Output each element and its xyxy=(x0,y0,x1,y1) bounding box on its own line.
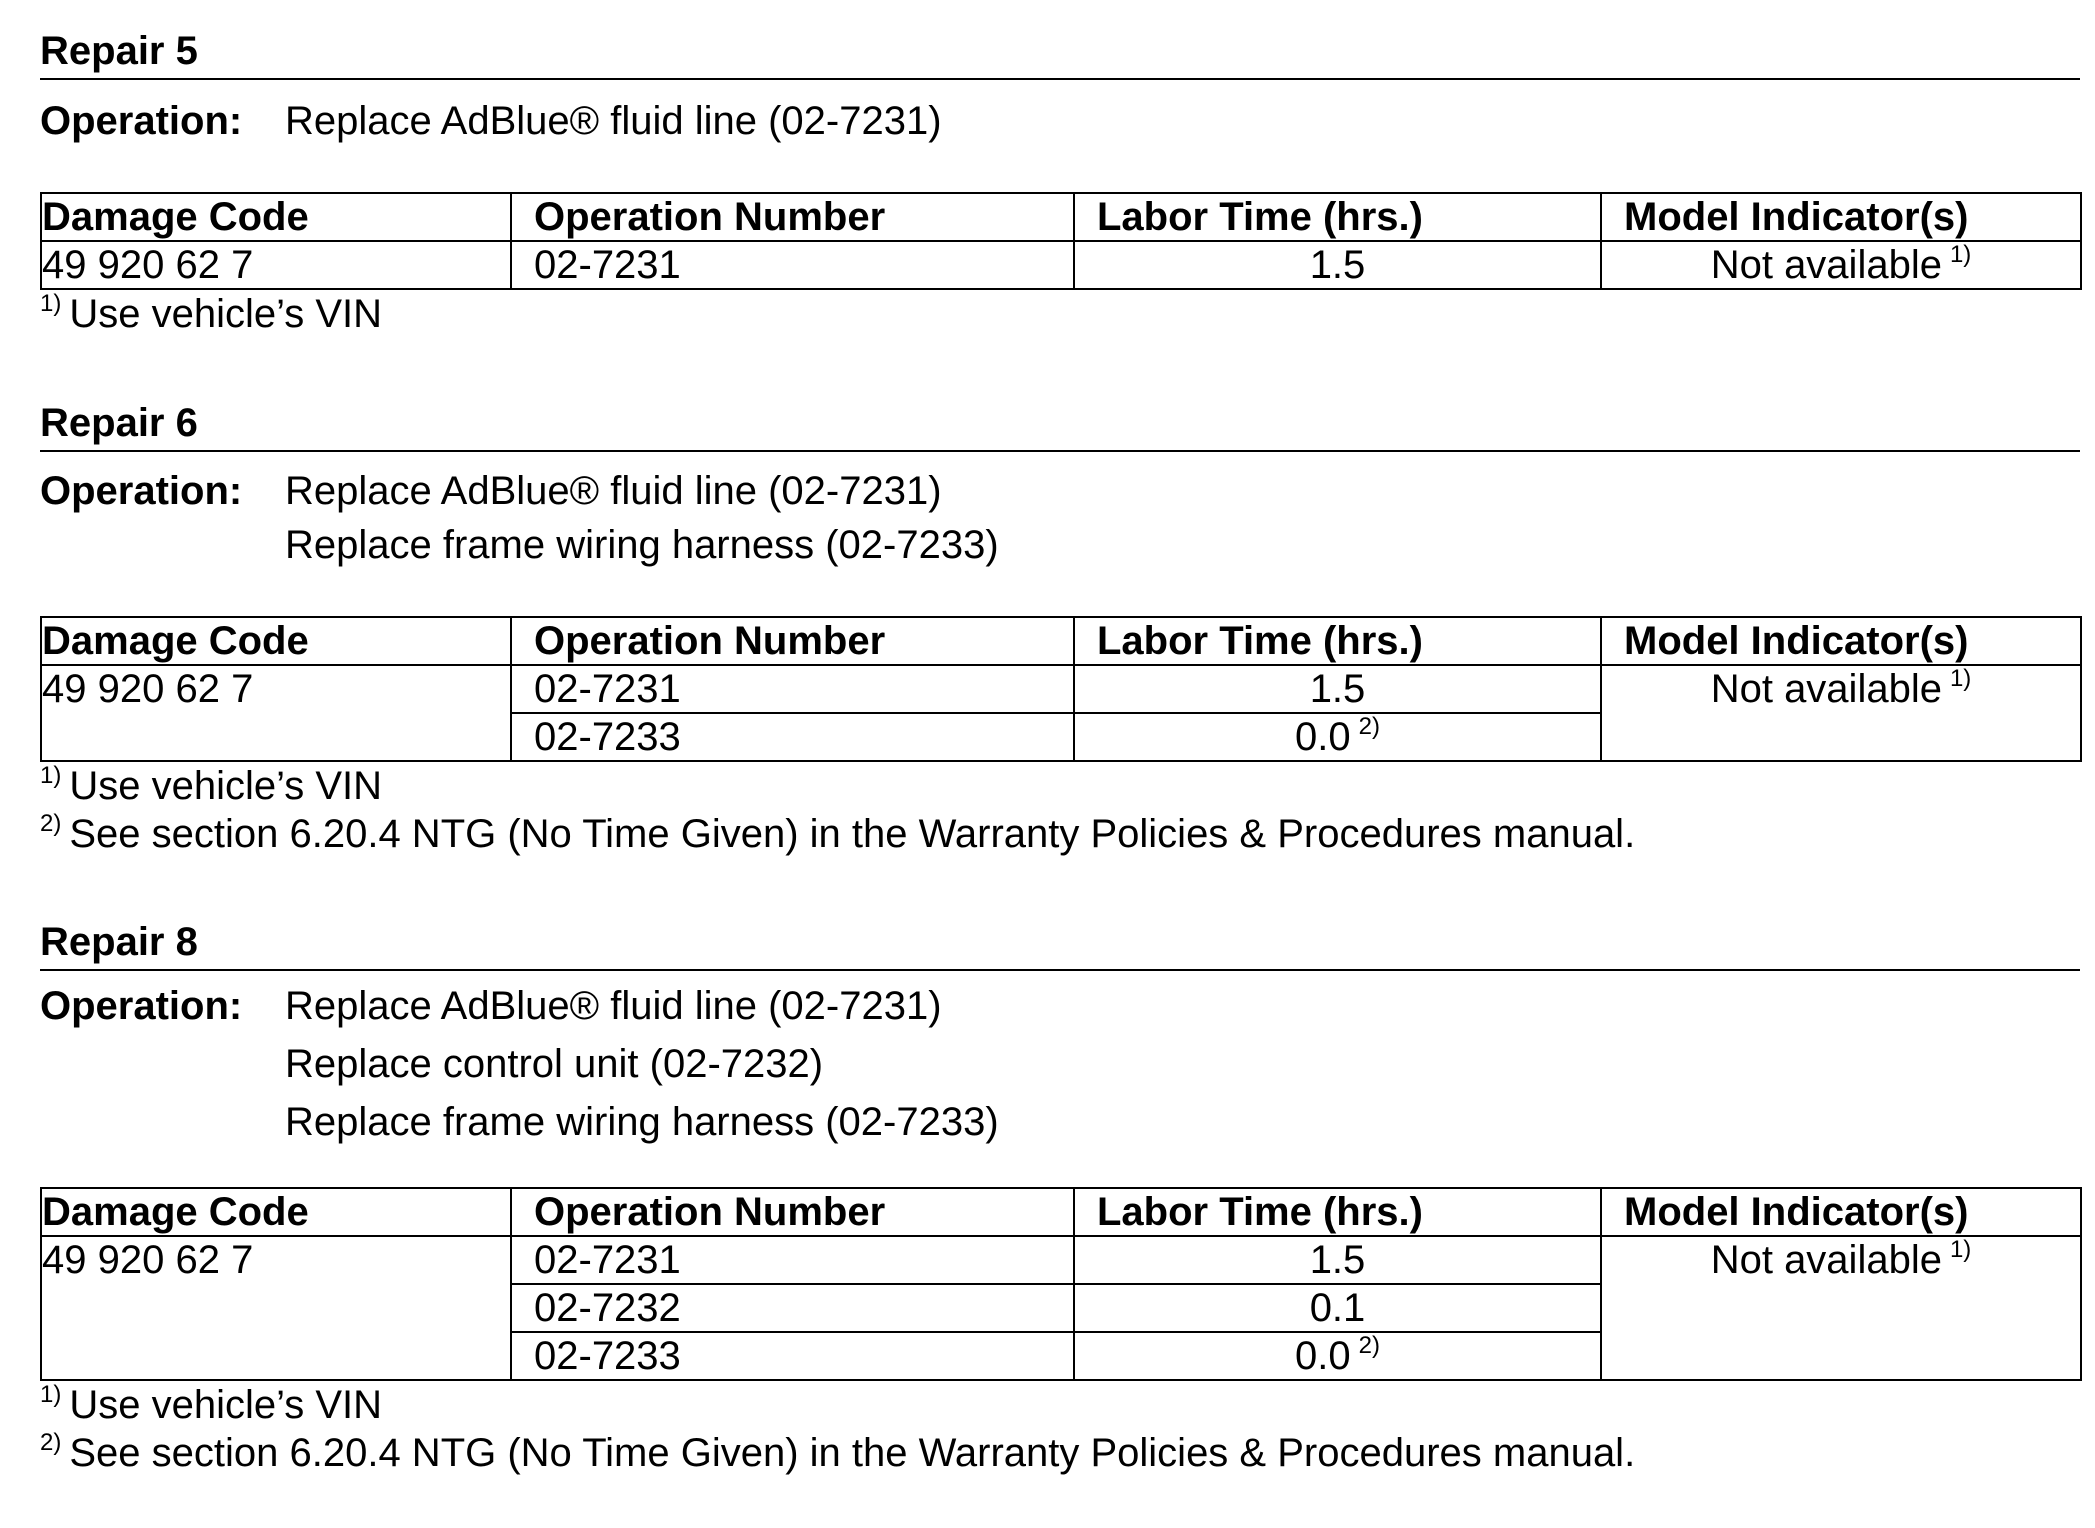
footnote-mark-2: 2) xyxy=(40,1429,62,1456)
footnote-ntg xyxy=(40,810,2080,858)
operation-line: Replace frame wiring harness (02-7233) xyxy=(285,1100,999,1144)
model-indicator-cell xyxy=(1601,665,2081,761)
header-model-indicators: Model Indicator(s) xyxy=(1601,1188,2081,1236)
operation-line: Replace AdBlue® fluid line (02-7231) xyxy=(285,984,942,1028)
repair-section-5 xyxy=(40,26,2080,338)
labor-time-cell: 1.5 xyxy=(1074,1236,1601,1284)
footnote-ref-1: 1) xyxy=(1949,1236,1972,1263)
operation-number-cell: 02-7233 xyxy=(511,713,1074,761)
repair-table xyxy=(40,1187,2082,1381)
labor-time-cell xyxy=(1074,713,1601,761)
operation-number-cell: 02-7231 xyxy=(511,241,1074,289)
footnote-ref-1: 1) xyxy=(1949,665,1972,692)
footnote-text: Use vehicle’s VIN xyxy=(69,764,383,808)
operation-lines xyxy=(285,977,999,1151)
operation-label: Operation: xyxy=(40,469,243,513)
header-operation-number: Operation Number xyxy=(511,193,1074,241)
labor-time-cell: 0.1 xyxy=(1074,1284,1601,1332)
table-header-row xyxy=(41,193,2081,241)
operation-line: Replace frame wiring harness (02-7233) xyxy=(285,523,999,567)
operation-block xyxy=(40,977,2080,1151)
operation-line: Replace AdBlue® fluid line (02-7231) xyxy=(285,469,942,513)
operation-block xyxy=(40,464,2080,572)
header-operation-number: Operation Number xyxy=(511,617,1074,665)
operation-block xyxy=(40,92,2080,150)
operation-lines xyxy=(285,464,999,572)
footnote-ref-2: 2) xyxy=(1358,713,1380,740)
footnote-ref-1: 1) xyxy=(1949,241,1972,268)
repair-table xyxy=(40,192,2082,290)
header-damage-code: Damage Code xyxy=(41,617,511,665)
header-labor-time: Labor Time (hrs.) xyxy=(1074,1188,1601,1236)
footnote-vin xyxy=(40,290,2080,338)
header-operation-number: Operation Number xyxy=(511,1188,1074,1236)
footnote-vin xyxy=(40,1381,2080,1429)
operation-number-cell: 02-7231 xyxy=(511,665,1074,713)
damage-code-cell: 49 920 62 7 xyxy=(41,665,511,761)
footnote-mark-2: 2) xyxy=(40,810,62,837)
table-header-row xyxy=(41,1188,2081,1236)
table-header-row xyxy=(41,617,2081,665)
operation-label: Operation: xyxy=(40,99,243,143)
footnote-mark-1: 1) xyxy=(40,762,62,789)
labor-time-text: 0.0 xyxy=(1295,715,1351,759)
footnote-vin xyxy=(40,762,2080,810)
labor-time-cell xyxy=(1074,1332,1601,1380)
operation-number-cell: 02-7231 xyxy=(511,1236,1074,1284)
damage-code-cell: 49 920 62 7 xyxy=(41,241,511,289)
header-labor-time: Labor Time (hrs.) xyxy=(1074,617,1601,665)
footnote-ref-2: 2) xyxy=(1358,1332,1380,1359)
header-damage-code: Damage Code xyxy=(41,1188,511,1236)
repair-table xyxy=(40,616,2082,762)
labor-time-cell: 1.5 xyxy=(1074,665,1601,713)
header-damage-code: Damage Code xyxy=(41,193,511,241)
repair-title: Repair 5 xyxy=(40,26,2080,80)
model-indicator-text: Not available xyxy=(1710,1238,1942,1282)
labor-time-text: 0.0 xyxy=(1295,1334,1351,1378)
footnote-mark-1: 1) xyxy=(40,1381,62,1408)
footnote-text: Use vehicle’s VIN xyxy=(69,1383,383,1427)
repair-section-6 xyxy=(40,398,2080,858)
labor-time-cell: 1.5 xyxy=(1074,241,1601,289)
damage-code-cell: 49 920 62 7 xyxy=(41,1236,511,1380)
operation-number-cell: 02-7233 xyxy=(511,1332,1074,1380)
footnote-text: See section 6.20.4 NTG (No Time Given) in the Warranty Policies & Procedures manual. xyxy=(69,812,1636,856)
header-model-indicators: Model Indicator(s) xyxy=(1601,617,2081,665)
model-indicator-cell xyxy=(1601,1236,2081,1380)
operation-line: Replace AdBlue® fluid line (02-7231) xyxy=(285,99,942,143)
operation-number-cell: 02-7232 xyxy=(511,1284,1074,1332)
model-indicator-text: Not available xyxy=(1710,667,1942,711)
table-row xyxy=(41,1236,2081,1284)
repair-title: Repair 8 xyxy=(40,917,2080,971)
repair-section-8 xyxy=(40,917,2080,1477)
header-labor-time: Labor Time (hrs.) xyxy=(1074,193,1601,241)
operation-lines xyxy=(285,92,942,150)
operation-label: Operation: xyxy=(40,984,243,1028)
operation-line: Replace control unit (02-7232) xyxy=(285,1042,824,1086)
footnote-ntg xyxy=(40,1429,2080,1477)
footnote-text: See section 6.20.4 NTG (No Time Given) in the Warranty Policies & Procedures manual. xyxy=(69,1431,1636,1475)
header-model-indicators: Model Indicator(s) xyxy=(1601,193,2081,241)
model-indicator-cell xyxy=(1601,241,2081,289)
table-row xyxy=(41,665,2081,713)
model-indicator-text: Not available xyxy=(1710,243,1942,287)
repair-title: Repair 6 xyxy=(40,398,2080,452)
footnote-mark-1: 1) xyxy=(40,290,62,317)
table-row xyxy=(41,241,2081,289)
footnote-text: Use vehicle’s VIN xyxy=(69,292,383,336)
